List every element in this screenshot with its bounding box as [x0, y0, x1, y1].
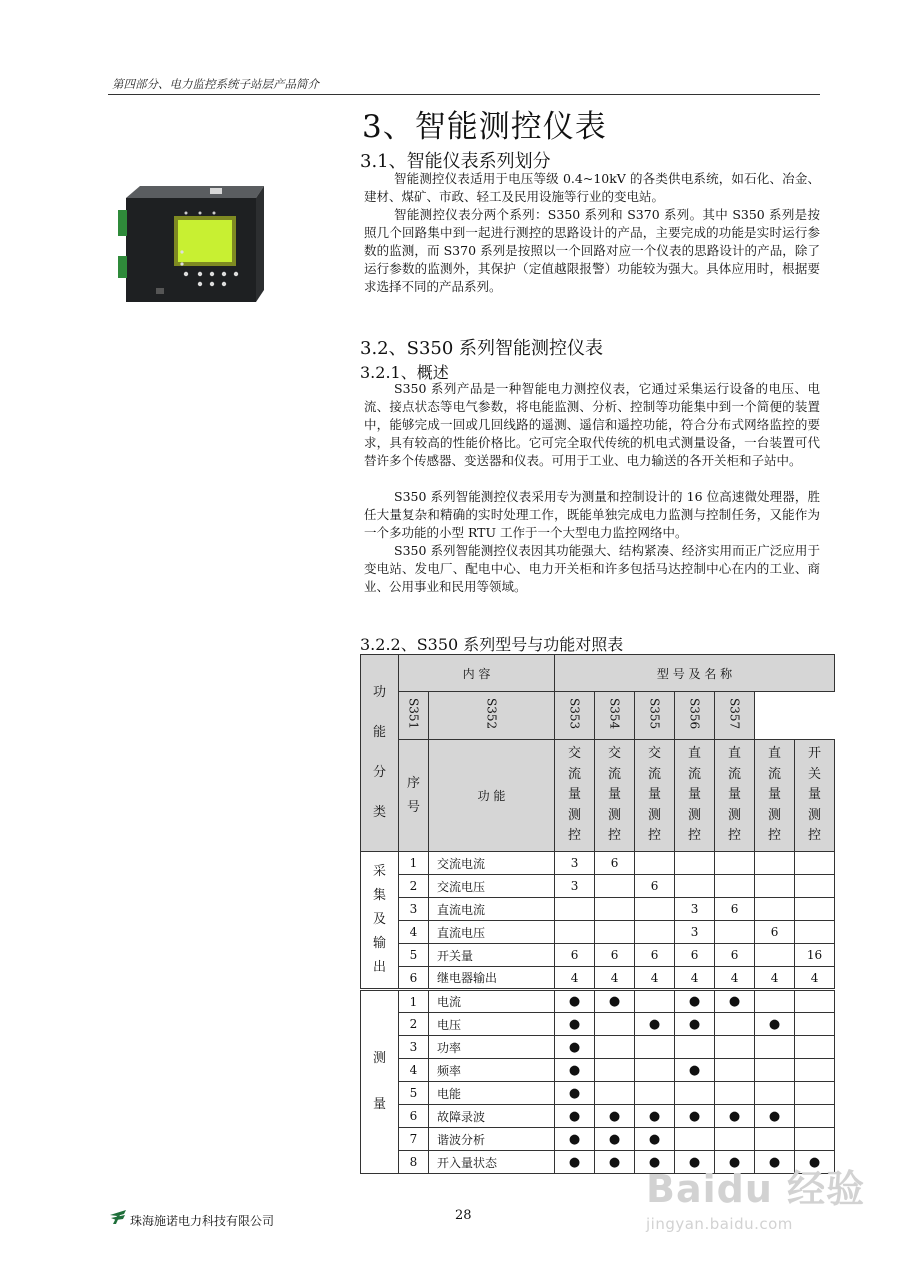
row-model-cell — [595, 1036, 635, 1059]
row-model-cell — [635, 852, 675, 875]
vertical-char: 量 — [728, 787, 742, 803]
row-model-cell — [595, 1082, 635, 1105]
row-model-cell: ● — [715, 1105, 755, 1128]
row-seq: 1 — [399, 852, 429, 875]
section-3-2-1-paragraph-2: S350 系列智能测控仪表采用专为测量和控制设计的 16 位高速微处理器，胜任大量复杂和精确的实时处理工作，既能单独完成电力监测与控制任务，又能作为一个多功能的小型 RTU 工作于一个大型电力监控网络中。 — [364, 489, 820, 540]
table-row — [361, 852, 835, 875]
vertical-char: 开 — [808, 746, 822, 762]
row-seq: 3 — [399, 1036, 429, 1059]
row-model-cell: ● — [715, 1151, 755, 1174]
row-model-cell — [555, 898, 595, 921]
row-model-cell: 6 — [595, 944, 635, 967]
row-model-cell: 6 — [595, 852, 635, 875]
model-type-cell — [635, 740, 675, 852]
vertical-char: 控 — [688, 828, 702, 844]
page-title: 3、智能测控仪表 — [362, 109, 607, 145]
vertical-char: 序 — [406, 775, 420, 791]
vertical-char: 控 — [648, 828, 662, 844]
row-model-cell — [755, 944, 795, 967]
table-row — [361, 898, 835, 921]
row-seq: 5 — [399, 944, 429, 967]
row-model-cell — [635, 921, 675, 944]
row-model-cell: ● — [595, 1105, 635, 1128]
vertical-char: 直 — [768, 746, 782, 762]
row-model-cell: 4 — [635, 967, 675, 990]
group-name — [361, 860, 398, 980]
row-model-cell: ● — [635, 1013, 675, 1036]
row-model-cell — [715, 875, 755, 898]
meter-device-image — [116, 178, 266, 304]
page-number: 28 — [455, 1208, 472, 1223]
row-model-cell: 6 — [635, 875, 675, 898]
section-3-2-heading: 3.2、S350 系列智能测控仪表 — [360, 338, 604, 359]
row-model-cell — [795, 1013, 835, 1036]
row-model-cell — [755, 1128, 795, 1151]
vertical-char: 控 — [768, 828, 782, 844]
section-3-1-heading: 3.1、智能仪表系列划分 — [360, 151, 551, 172]
row-model-cell: 4 — [595, 967, 635, 990]
row-model-cell — [675, 1128, 715, 1151]
vertical-char: 控 — [808, 828, 822, 844]
row-model-cell — [795, 852, 835, 875]
row-model-cell: ● — [555, 1036, 595, 1059]
model-type — [755, 744, 794, 847]
row-function: 电能 — [429, 1082, 555, 1105]
section-3-2-1-paragraph-1: S350 系列产品是一种智能电力测控仪表，它通过采集运行设备的电压、电流、接点状态等电气参数，将电能监测、分析、控制等功能集中到一个简便的装置中，能够完成一回或几回线路的遥测、遥信和遥控功能，符合分布式网络监控的要求，具有较高的性能价格比。它可完全取代传统的机电式测量设备，一台装置可代替许多个传感器、变送器和仪表。可用于工业、电力输送的各开关柜和子站中。 — [364, 381, 820, 468]
row-model-cell: 4 — [795, 967, 835, 990]
row-model-cell — [595, 921, 635, 944]
section-3-1-paragraph-2: 智能测控仪表分两个系列：S350 系列和 S370 系列。其中 S350 系列是按照几个回路集中到一起进行测控的思路设计的产品，主要完成的功能是实时运行参数的监测，而 S370 系列是按照以一个回路对应一个仪表的思路设计的产品，除了运行参数的监测外，其保护（定值越限报警）功能较为强大。具体应用时，根据要求选择不同的产品系列。 — [364, 207, 820, 294]
row-model-cell: 6 — [755, 921, 795, 944]
models-header: 型 号 及 名 称 — [555, 655, 835, 692]
row-model-cell: ● — [635, 1128, 675, 1151]
header-rule — [108, 94, 820, 95]
table-row — [361, 1059, 835, 1082]
model-type-cell — [795, 740, 835, 852]
section-3-2-1-heading: 3.2.1、概述 — [360, 363, 449, 382]
row-model-cell: ● — [755, 1105, 795, 1128]
model-type — [635, 744, 674, 847]
row-seq: 1 — [399, 990, 429, 1013]
row-function: 故障录波 — [429, 1105, 555, 1128]
row-model-cell: ● — [555, 1128, 595, 1151]
row-model-cell: ● — [675, 990, 715, 1013]
model-type-cell — [675, 740, 715, 852]
row-model-cell: 3 — [555, 852, 595, 875]
model-type — [795, 744, 834, 847]
row-model-cell — [635, 1059, 675, 1082]
company-logo-icon — [108, 1209, 128, 1225]
row-model-cell: ● — [675, 1059, 715, 1082]
row-model-cell — [675, 1036, 715, 1059]
row-model-cell — [755, 852, 795, 875]
table-row — [361, 875, 835, 898]
row-model-cell — [755, 1059, 795, 1082]
table-row — [361, 944, 835, 967]
vertical-char: 流 — [608, 766, 622, 782]
model-code: S351 — [406, 698, 421, 730]
row-model-cell: ● — [555, 1105, 595, 1128]
row-model-cell — [795, 1059, 835, 1082]
row-model-cell: ● — [755, 1013, 795, 1036]
row-model-cell: ● — [715, 990, 755, 1013]
group-name — [361, 1036, 398, 1128]
vertical-char: 类 — [372, 805, 386, 820]
model-code-cell — [715, 692, 755, 740]
section-3-2-1-paragraph-3: S350 系列智能测控仪表因其功能强大、结构紧凑、经济实用而正广泛应用于变电站、发电厂、配电中心、电力开关柜和许多包括马达控制中心在内的工业、商业、公用事业和民用等领域。 — [364, 543, 820, 594]
row-model-cell: ● — [595, 990, 635, 1013]
row-model-cell: 3 — [555, 875, 595, 898]
row-model-cell — [675, 875, 715, 898]
vertical-char: 交 — [648, 746, 662, 762]
model-code: S355 — [647, 698, 662, 730]
model-type — [595, 744, 634, 847]
table-row — [361, 1013, 835, 1036]
model-function-table — [360, 654, 835, 1174]
vertical-char: 量 — [768, 787, 782, 803]
row-model-cell: 6 — [675, 944, 715, 967]
row-model-cell — [715, 1082, 755, 1105]
model-type — [715, 744, 754, 847]
model-code-cell — [429, 692, 555, 740]
vertical-char: 集 — [372, 888, 386, 903]
vertical-char: 能 — [372, 725, 386, 740]
model-code: S356 — [687, 698, 702, 730]
row-model-cell: ● — [555, 1013, 595, 1036]
model-code-cell — [555, 692, 595, 740]
row-model-cell — [715, 1013, 755, 1036]
vertical-char: 流 — [728, 766, 742, 782]
row-model-cell: ● — [675, 1013, 715, 1036]
row-model-cell: ● — [555, 1082, 595, 1105]
row-model-cell: ● — [675, 1151, 715, 1174]
row-model-cell — [795, 921, 835, 944]
category-header-cell — [361, 655, 399, 852]
function-header: 功 能 — [429, 740, 555, 852]
vertical-char: 直 — [688, 746, 702, 762]
row-model-cell — [795, 875, 835, 898]
model-type-cell — [715, 740, 755, 852]
row-model-cell — [755, 898, 795, 921]
row-model-cell: ● — [795, 1151, 835, 1174]
vertical-char: 测 — [768, 807, 782, 823]
vertical-char: 分 — [372, 765, 386, 780]
content-header: 内 容 — [399, 655, 555, 692]
vertical-char: 功 — [372, 685, 386, 700]
row-model-cell — [755, 990, 795, 1013]
row-model-cell: 6 — [715, 898, 755, 921]
row-model-cell — [715, 852, 755, 875]
row-seq: 8 — [399, 1151, 429, 1174]
section-3-1-paragraph-1: 智能测控仪表适用于电压等级 0.4~10kV 的各类供电系统，如石化、冶金、建材、煤矿、市政、轻工及民用设施等行业的变电站。 — [364, 171, 820, 204]
table-row — [361, 1082, 835, 1105]
vertical-char: 量 — [648, 787, 662, 803]
row-model-cell — [715, 1128, 755, 1151]
row-function: 功率 — [429, 1036, 555, 1059]
model-code: S357 — [727, 698, 742, 730]
row-function: 继电器输出 — [429, 967, 555, 990]
vertical-char: 测 — [648, 807, 662, 823]
row-model-cell — [595, 898, 635, 921]
row-model-cell — [715, 921, 755, 944]
row-seq: 5 — [399, 1082, 429, 1105]
model-code: S352 — [484, 698, 499, 730]
row-model-cell — [795, 990, 835, 1013]
row-model-cell: 6 — [715, 944, 755, 967]
vertical-char: 流 — [688, 766, 702, 782]
row-model-cell — [795, 1128, 835, 1151]
row-model-cell — [635, 898, 675, 921]
row-model-cell — [635, 1082, 675, 1105]
watermark-main-text: Baidu 经验 — [646, 1167, 866, 1211]
row-model-cell — [795, 898, 835, 921]
baidu-jingyan-watermark — [646, 1158, 866, 1248]
vertical-char: 采 — [372, 864, 386, 879]
row-model-cell — [675, 852, 715, 875]
vertical-char: 测 — [688, 807, 702, 823]
vertical-char: 控 — [608, 828, 622, 844]
model-type-cell — [555, 740, 595, 852]
row-seq: 6 — [399, 967, 429, 990]
row-model-cell: 4 — [555, 967, 595, 990]
row-model-cell — [595, 875, 635, 898]
row-model-cell: ● — [595, 1151, 635, 1174]
header-section-title: 第四部分、电力监控系统子站层产品简介 — [112, 77, 319, 91]
vertical-char: 交 — [568, 746, 582, 762]
vertical-char: 直 — [728, 746, 742, 762]
category-header-text — [361, 673, 398, 833]
row-model-cell: ● — [755, 1151, 795, 1174]
model-code-cell — [635, 692, 675, 740]
row-model-cell — [795, 1082, 835, 1105]
row-model-cell: 4 — [675, 967, 715, 990]
vertical-char: 及 — [372, 912, 386, 927]
row-model-cell: 6 — [555, 944, 595, 967]
vertical-char: 流 — [648, 766, 662, 782]
table-row — [361, 1128, 835, 1151]
row-seq: 2 — [399, 875, 429, 898]
model-type — [555, 744, 594, 847]
model-code: S354 — [607, 698, 622, 730]
row-function: 频率 — [429, 1059, 555, 1082]
table-row — [361, 921, 835, 944]
row-model-cell — [595, 1059, 635, 1082]
row-model-cell — [555, 921, 595, 944]
row-model-cell — [635, 1036, 675, 1059]
row-model-cell — [715, 1036, 755, 1059]
row-function: 开关量 — [429, 944, 555, 967]
row-function: 交流电流 — [429, 852, 555, 875]
table-row — [361, 1036, 835, 1059]
row-function: 开入量状态 — [429, 1151, 555, 1174]
row-model-cell — [795, 1036, 835, 1059]
model-code: S353 — [567, 698, 582, 730]
vertical-char: 量 — [372, 1097, 386, 1112]
vertical-char: 流 — [568, 766, 582, 782]
vertical-char: 量 — [608, 787, 622, 803]
row-model-cell — [795, 1105, 835, 1128]
row-model-cell: ● — [595, 1128, 635, 1151]
vertical-char: 控 — [568, 828, 582, 844]
row-model-cell — [755, 875, 795, 898]
row-seq: 2 — [399, 1013, 429, 1036]
row-seq: 4 — [399, 921, 429, 944]
row-model-cell: 4 — [715, 967, 755, 990]
seq-header-text — [399, 772, 428, 820]
vertical-char: 测 — [608, 807, 622, 823]
group-name-cell — [361, 852, 399, 990]
row-model-cell: ● — [555, 1151, 595, 1174]
row-model-cell — [755, 1036, 795, 1059]
row-model-cell: ● — [675, 1105, 715, 1128]
row-function: 电压 — [429, 1013, 555, 1036]
row-seq: 6 — [399, 1105, 429, 1128]
table-row — [361, 990, 835, 1013]
model-code-cell — [399, 692, 429, 740]
row-model-cell: ● — [555, 990, 595, 1013]
row-function: 直流电流 — [429, 898, 555, 921]
vertical-char: 量 — [688, 787, 702, 803]
row-model-cell — [755, 1082, 795, 1105]
vertical-char: 测 — [372, 1051, 386, 1066]
vertical-char: 流 — [768, 766, 782, 782]
watermark-url: jingyan.baidu.com — [646, 1215, 793, 1233]
model-code-cell — [675, 692, 715, 740]
row-model-cell: 3 — [675, 898, 715, 921]
table-row — [361, 1105, 835, 1128]
model-type-cell — [755, 740, 795, 852]
model-type — [675, 744, 714, 847]
vertical-char: 交 — [608, 746, 622, 762]
vertical-char: 量 — [808, 787, 822, 803]
row-seq: 7 — [399, 1128, 429, 1151]
vertical-char: 测 — [568, 807, 582, 823]
vertical-char: 号 — [406, 799, 420, 815]
row-model-cell — [635, 990, 675, 1013]
row-model-cell: 3 — [675, 921, 715, 944]
vertical-char: 控 — [728, 828, 742, 844]
vertical-char: 关 — [808, 766, 822, 782]
row-seq: 4 — [399, 1059, 429, 1082]
table-row — [361, 967, 835, 990]
vertical-char: 输 — [372, 936, 386, 951]
vertical-char: 测 — [728, 807, 742, 823]
vertical-char: 量 — [568, 787, 582, 803]
row-model-cell — [715, 1059, 755, 1082]
row-model-cell: ● — [555, 1059, 595, 1082]
row-function: 电流 — [429, 990, 555, 1013]
row-model-cell: ● — [635, 1105, 675, 1128]
row-model-cell: 4 — [755, 967, 795, 990]
section-3-2-2-heading: 3.2.2、S350 系列型号与功能对照表 — [360, 635, 624, 654]
vertical-char: 出 — [372, 960, 386, 975]
row-seq: 3 — [399, 898, 429, 921]
row-model-cell: 6 — [635, 944, 675, 967]
row-model-cell: 16 — [795, 944, 835, 967]
row-model-cell: ● — [635, 1151, 675, 1174]
row-function: 交流电压 — [429, 875, 555, 898]
row-model-cell — [675, 1082, 715, 1105]
footer-company-name: 珠海施诺电力科技有限公司 — [130, 1214, 275, 1228]
seq-header-cell — [399, 740, 429, 852]
model-code-cell — [595, 692, 635, 740]
model-type-cell — [595, 740, 635, 852]
row-function: 直流电压 — [429, 921, 555, 944]
row-model-cell — [595, 1013, 635, 1036]
row-function: 谐波分析 — [429, 1128, 555, 1151]
vertical-char: 测 — [808, 807, 822, 823]
group-name-cell — [361, 990, 399, 1174]
